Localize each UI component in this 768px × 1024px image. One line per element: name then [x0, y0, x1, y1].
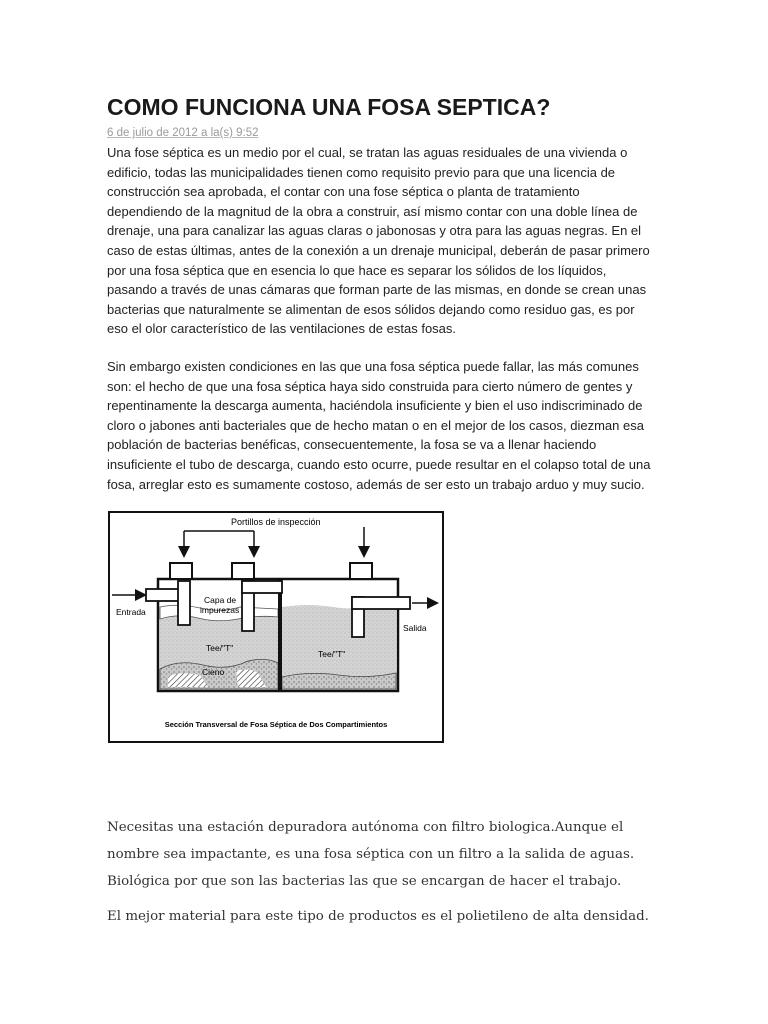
paragraph-line: fosa, arreglar esto es sumamente costoso, además de ser esto un trabajo arduo y muy sucio. [107, 476, 645, 492]
paragraph-line: Biológica por que son las bacterias las que se encargan de hacer el trabajo. [107, 874, 622, 889]
tee-label-left: Tee/"T" [206, 643, 234, 653]
scum-label-2: impurezas [200, 605, 240, 615]
paragraph-biological-filter [107, 814, 634, 895]
paragraph-line: bacterias que naturalmente se alimentan de esos sólidos dejando como residuo gas, es por [107, 301, 635, 317]
post-date-link[interactable]: 6 de julio de 2012 a la(s) 9:52 [107, 127, 259, 139]
paragraph-line: dependiendo de la magnitud de la obra a construir, así mismo contar con una doble línea de [107, 203, 638, 219]
paragraph-failures [107, 357, 667, 494]
paragraph-line: eso el olor característico de las ventilaciones de estas fosas. [107, 321, 457, 337]
outlet-pipe [352, 597, 410, 609]
paragraph-intro [107, 143, 667, 339]
paragraph-line: insuficiente el tubo de descarga, cuando esto ocurre, puede resultar en el colapso total de una [107, 456, 651, 472]
scum-label-1: Capa de [204, 595, 237, 605]
septic-tank-diagram [108, 511, 444, 743]
post-title: COMO FUNCIONA UNA FOSA SEPTICA? [107, 94, 551, 120]
paragraph-line: por una fosa séptica que en esencia lo que hace es separar los sólidos de los líquidos, [107, 262, 607, 278]
inlet-tee [178, 581, 190, 625]
inspection-port-1 [170, 563, 192, 579]
paragraph-line: Sin embargo existen condiciones en las que una fosa séptica puede fallar, las más comunes [107, 359, 639, 374]
outlet-label: Salida [403, 623, 427, 633]
tee-label-right: Tee/"T" [318, 649, 346, 659]
paragraph-material: El mejor material para este tipo de productos es el polietileno de alta densidad. [107, 909, 649, 924]
paragraph-line: nombre sea impactante, es una fosa séptica con un filtro a la salida de aguas. [107, 847, 635, 862]
sludge-right [282, 673, 396, 689]
inspection-label: Portillos de inspección [231, 517, 321, 527]
paragraph-line: repentinamente la descarga aumenta, haciéndola insuficiente y bien el uso indiscriminado de [107, 398, 643, 414]
paragraph-line: pasando a través de unas cámaras que forman parte de las mismas, en donde se crean unas [107, 282, 647, 298]
paragraph-line: edificio, todas las municipalidades tienen como requisito previo para que una licencia de [107, 164, 616, 180]
paragraph-line: Necesitas una estación depuradora autónoma con filtro biologica.Aunque el [107, 820, 624, 835]
paragraph-line: Una fose séptica es un medio por el cual, se tratan las aguas residuales de una vivienda o [107, 145, 628, 160]
paragraph-line: construcción sea aprobada, el contar con una fose séptica o planta de tratamiento [107, 184, 580, 200]
partition-wall [278, 579, 282, 691]
paragraph-line: cloro o jabones anti bacteriales que de hecho matan o en el mejor de los casos, diezman esa [107, 417, 644, 433]
inspection-port-2 [232, 563, 254, 579]
paragraph-line: drenaje, una para canalizar las aguas claras o jabonosas y otra para las aguas negras. En el [107, 223, 642, 239]
inlet-label: Entrada [116, 607, 146, 617]
paragraph-line: son: el hecho de que una fosa séptica haya sido construida para cierto número de gentes y [107, 378, 633, 394]
paragraph-line: población de bacterias benéficas, consecuentemente, la fosa se va a llenar haciendo [107, 437, 597, 453]
diagram-caption: Sección Transversal de Fosa Séptica de Dos Compartimientos [164, 720, 388, 729]
sludge-label: Cieno [202, 667, 225, 677]
inspection-port-3 [350, 563, 372, 579]
middle-pipe [242, 581, 282, 593]
paragraph-line: caso de estas últimas, antes de la conexión a un drenaje municipal, deberán de pasar primero [107, 242, 650, 258]
